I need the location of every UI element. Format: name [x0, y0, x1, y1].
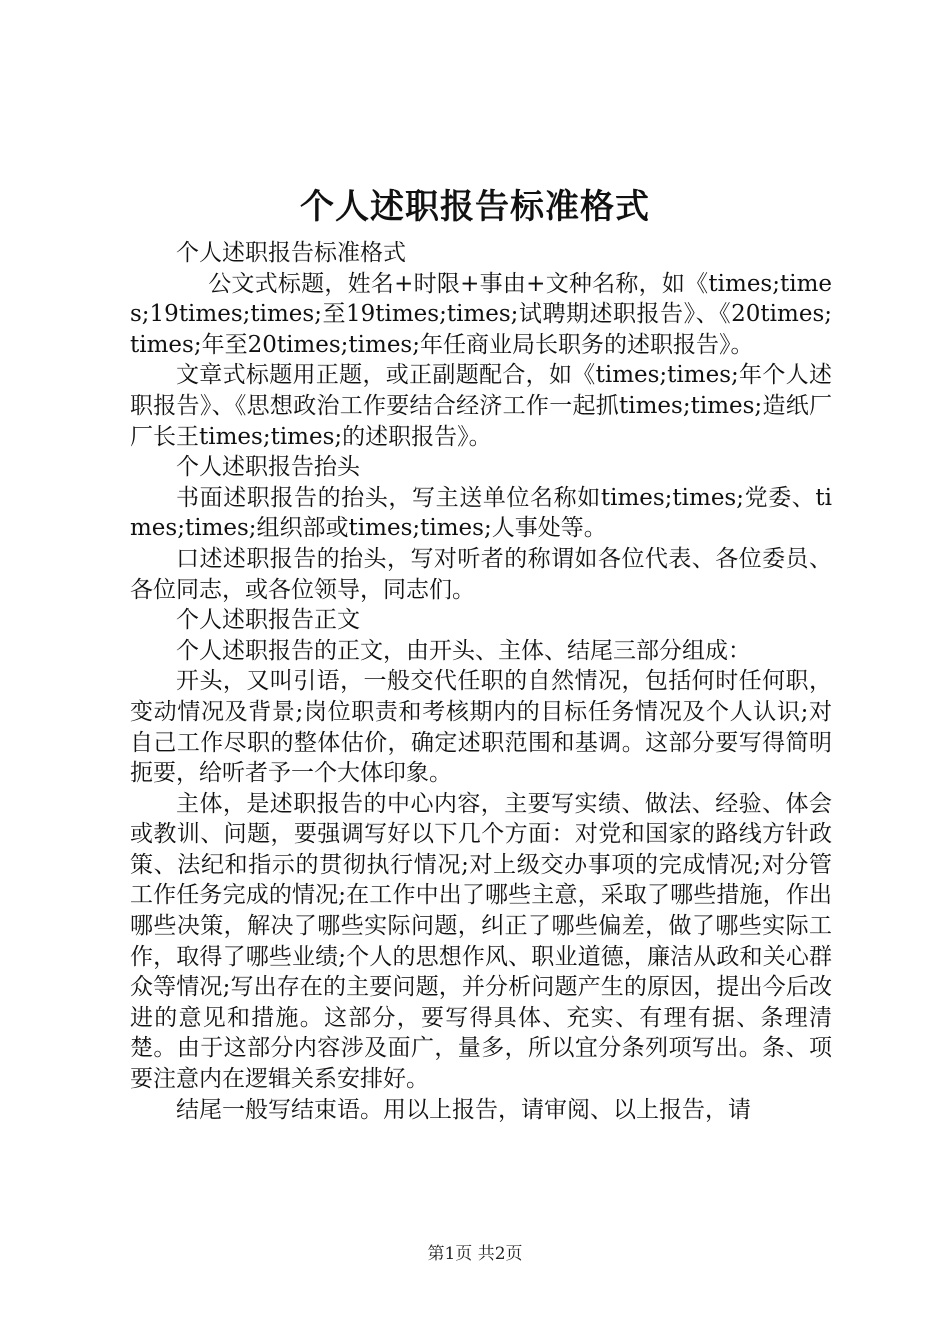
- paragraph-article-title: 文章式标题用正题，或正副题配合，如《times;times;年个人述职报告》、《思想政治工作要结合经济工作一起抓times;times;造纸厂厂长王times;times;的述职报告》。: [130, 362, 832, 450]
- paragraph-main: 主体，是述职报告的中心内容，主要写实绩、做法、经验、体会或教训、问题，要强调写好以下几个方面：对党和国家的路线方针政策、法纪和指示的贯彻执行情况;对上级交办事项的完成情况;对分管工作任务完成的情况;在工作中出了哪些主意，采取了哪些措施，作出哪些决策，解决了哪些实际问题，纠正了哪些偏差，做了哪些实际工作，取得了哪些业绩;个人的思想作风、职业道德，廉洁从政和关心群众等情况;写出存在的主要问题，并分析问题产生的原因，提出今后改进的意见和措施。这部分，要写得具体、充实、有理有据、条理清楚。由于这部分内容涉及面广，量多，所以宜分条列项写出。条、项要注意内在逻辑关系安排好。: [130, 790, 832, 1093]
- paragraph-body-intro: 个人述职报告的正文，由开头、主体、结尾三部分组成：: [176, 637, 751, 664]
- page-number-footer: 第1页 共2页: [427, 1244, 523, 1264]
- paragraph-oral-header: 口述述职报告的抬头，写对听者的称谓如各位代表、各位委员、各位同志，或各位领导，同志们。: [130, 545, 832, 603]
- paragraph-opening: 开头，又叫引语，一般交代任职的自然情况，包括何时任何职，变动情况及背景;岗位职责和考核期内的目标任务情况及个人认识;对自己工作尽职的整体估价，确定述职范围和基调。这部分要写得简明扼要，给听者予一个大体印象。: [130, 668, 832, 787]
- paragraph-ending: 结尾一般写结束语。用以上报告，请审阅、以上报告，请: [176, 1096, 751, 1123]
- paragraph-section-heading: 个人述职报告标准格式: [176, 240, 406, 266]
- paragraph-body-heading: 个人述职报告正文: [176, 607, 360, 634]
- document-title: 个人述职报告标准格式: [300, 187, 650, 227]
- paragraph-official-title: 公文式标题，姓名+时限+事由+文种名称，如《times;times;19times;times;至19times;times;试聘期述职报告》、《20times;times;年至20times;times;年任商业局长职务的述职报告》。: [130, 270, 832, 358]
- paragraph-header-heading: 个人述职报告抬头: [176, 454, 360, 481]
- paragraph-written-header: 书面述职报告的抬头，写主送单位名称如times;times;党委、times;times;组织部或times;times;人事处等。: [130, 484, 832, 542]
- document-body: [130, 238, 832, 1125]
